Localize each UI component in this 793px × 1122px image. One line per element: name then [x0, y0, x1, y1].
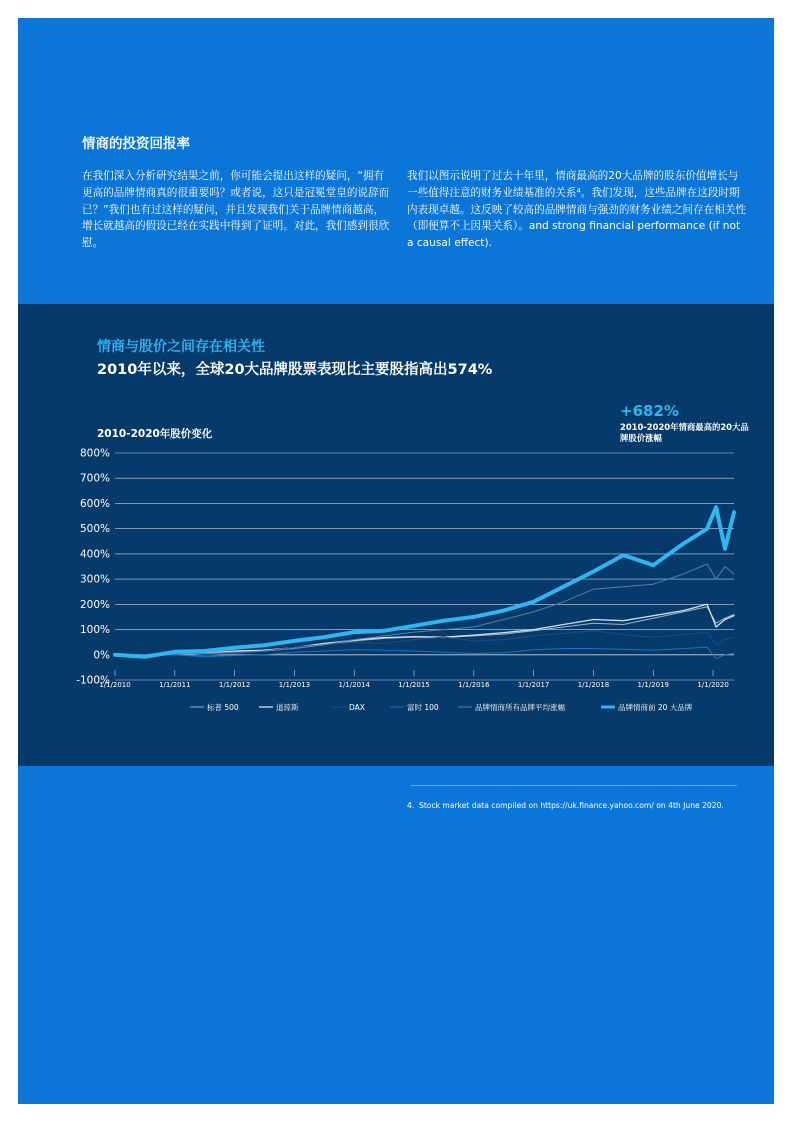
blue-page-background [18, 18, 774, 1104]
chart-subtitle: 2010年以来，全球20大品牌股票表现比主要股指高出574% [97, 362, 493, 378]
x-tick-label: 1/1/2015 [398, 681, 430, 689]
x-tick-label: 1/1/2020 [697, 681, 729, 689]
y-axis-tick-labels [76, 448, 110, 687]
stock-chart [18, 18, 774, 766]
x-tick-label: 1/1/2013 [278, 681, 311, 689]
x-tick-label: 1/1/2012 [218, 681, 251, 689]
legend-label: DAX [349, 703, 365, 712]
footnote-divider [411, 785, 737, 786]
y-tick-label: 700% [79, 472, 110, 485]
intro-paragraph-left: 在我们深入分析研究结果之前，你可能会提出这样的疑问，“拥有更高的品牌情商真的很重要吗？或者说，这只是冠冕堂皇的说辞而已？”我们也有过这样的疑问，并且发现我们关于品牌情商越高，增长就越高的假设已经在实践中得到了证明。对此，我们感到很欣慰。 [82, 170, 390, 250]
callout-label: 2010-2020年情商最高的20大品牌股价涨幅 [620, 422, 749, 443]
chart-title: 情商与股价之间存在相关性 [97, 339, 265, 355]
y-tick-label: 600% [79, 497, 110, 510]
y-tick-label: 300% [79, 573, 110, 586]
legend-label: 标普 500 [207, 703, 239, 712]
chart-gridlines [115, 453, 734, 680]
series-line [115, 507, 734, 657]
section-title: 情商的投资回报率 [82, 136, 190, 152]
x-tick-label: 1/1/2019 [637, 681, 669, 689]
y-tick-label: 200% [79, 598, 110, 611]
x-axis-tick-labels [99, 670, 729, 689]
intro-paragraph-right: 我们以图示说明了过去十年里，情商最高的20大品牌的股东价值增长与一些值得注意的财务业绩基准的关系⁴。我们发现，这些品牌在这段时期内表现卓越。这反映了较高的品牌情商与强劲的财务业绩之间存在相关性（即便算不上因果关系）。and strong financial performance (if not a causal effect). [407, 170, 746, 250]
footnote [407, 801, 739, 812]
chart-legend [190, 702, 693, 712]
y-tick-label: -100% [76, 674, 110, 687]
chart-series [115, 507, 734, 658]
legend-label: 富时 100 [407, 703, 439, 712]
footnote-number: 4. [407, 801, 415, 810]
legend-label: 品牌情商所有品牌平均涨幅 [475, 703, 565, 712]
x-tick-label: 1/1/2011 [159, 681, 191, 689]
callout-value: +682% [620, 402, 679, 420]
y-tick-label: 0% [93, 649, 110, 662]
y-tick-label: 800% [79, 447, 110, 460]
y-tick-label: 100% [79, 624, 110, 637]
y-tick-label: 500% [79, 523, 110, 536]
legend-label: 道琼斯 [276, 703, 299, 712]
series-line [115, 564, 734, 655]
x-tick-label: 1/1/2010 [99, 681, 131, 689]
x-tick-label: 1/1/2014 [338, 681, 370, 689]
y-tick-label: 400% [79, 548, 110, 561]
x-tick-label: 1/1/2016 [458, 681, 490, 689]
chart-axis-title: 2010-2020年股价变化 [97, 428, 213, 440]
x-tick-label: 1/1/2018 [577, 681, 610, 689]
legend-label: 品牌情商前 20 大品牌 [618, 703, 693, 712]
footnote-text: Stock market data compiled on https://uk.finance.yahoo.com/ on 4th June 2020. [419, 801, 724, 810]
x-tick-label: 1/1/2017 [517, 681, 550, 689]
